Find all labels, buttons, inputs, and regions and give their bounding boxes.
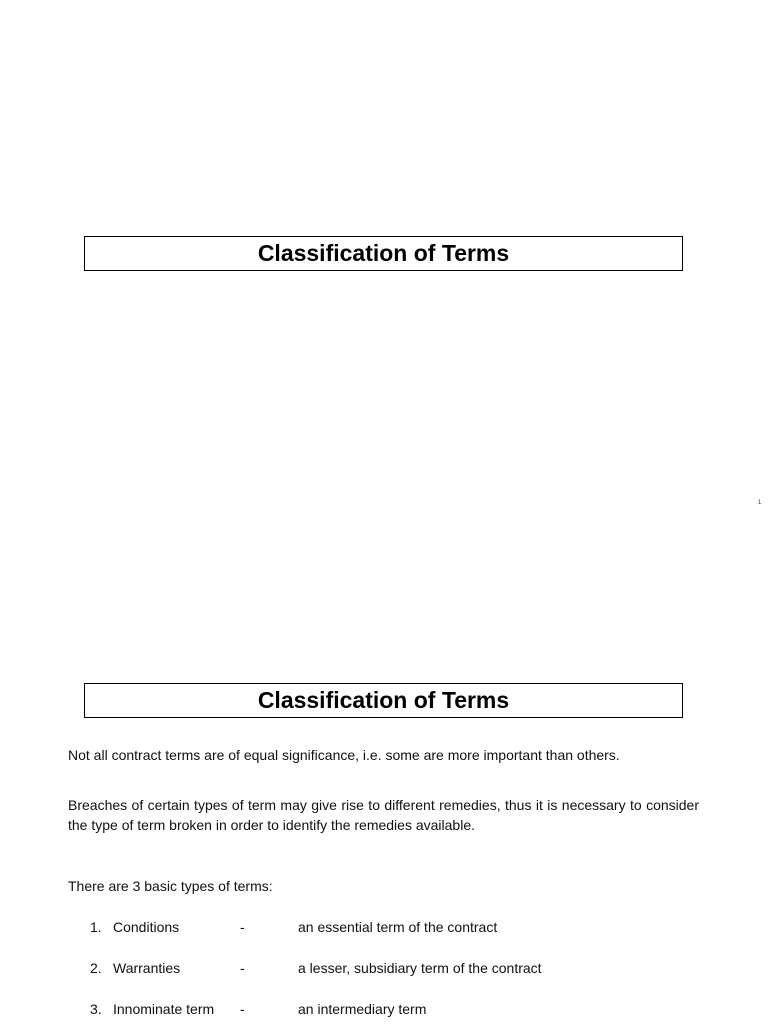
list-dash: - (240, 919, 245, 935)
paragraph-breaches: Breaches of certain types of term may give rise to different remedies, thus it is necessary to consider the type of term broken in order to identify the remedies available. (68, 797, 699, 833)
list-dash: - (240, 960, 245, 976)
list-term: Conditions (113, 919, 180, 935)
list-description: a lesser, subsidiary term of the contract (298, 960, 542, 976)
list-description: an intermediary term (298, 1001, 427, 1017)
paragraph-significance: Not all contract terms are of equal significance, i.e. some are more important than others. (68, 747, 620, 763)
list-item (68, 917, 708, 937)
paragraph-types-intro: There are 3 basic types of terms: (68, 878, 273, 894)
list-dash: - (240, 1001, 245, 1017)
slide-2-title: Classification of Terms (84, 683, 683, 718)
list-number: 1. (90, 919, 102, 935)
list-item (68, 999, 708, 1019)
slide-1-title: Classification of Terms (84, 236, 683, 271)
list-term: Warranties (113, 960, 181, 976)
page-number: 1 (758, 500, 762, 506)
list-number: 2. (90, 960, 102, 976)
list-item (68, 958, 708, 978)
list-term: Innominate term (113, 1001, 215, 1017)
list-description: an essential term of the contract (298, 919, 498, 935)
list-number: 3. (90, 1001, 102, 1017)
